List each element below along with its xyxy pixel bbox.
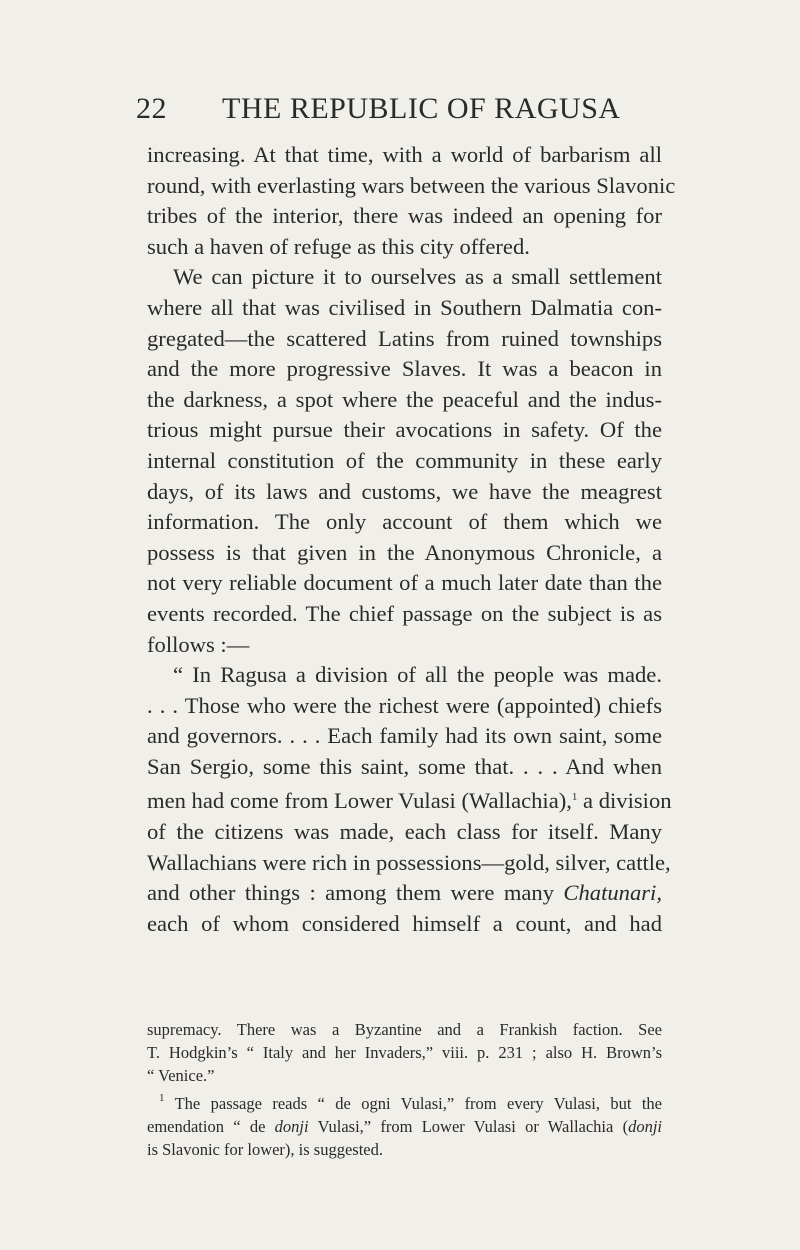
quote-line xyxy=(147,878,662,909)
page-number: 22 xyxy=(136,92,167,125)
footnote-line: “ Venice.” xyxy=(147,1066,215,1085)
running-title: THE REPUBLIC OF RAGUSA xyxy=(222,92,621,125)
footnote-line xyxy=(147,1087,662,1115)
quote-text: a division xyxy=(577,788,672,814)
footnotes xyxy=(147,1018,662,1161)
body-line: possess is that given in the Anonymous Chronicle, a xyxy=(147,539,662,565)
body-line: where all that was civilised in Southern Dalmatia con- xyxy=(147,294,662,320)
body-line: increasing. At that time, with a world of barbarism all xyxy=(147,142,662,167)
body-line: tribes of the interior, there was indeed an opening for xyxy=(147,203,662,229)
body-line: events recorded. The chief passage on the subject is as xyxy=(147,600,662,626)
quote-line: . . . Those who were the richest were (appointed) chiefs xyxy=(147,692,662,718)
footnote-number: 1 xyxy=(159,1092,165,1104)
body-line: days, of its laws and customs, we have the meagrest xyxy=(147,478,662,504)
body-line: follows :— xyxy=(147,631,250,657)
body-line: gregated—the scattered Latins from ruined townships xyxy=(147,325,662,351)
italic-term: Chatunari, xyxy=(563,880,662,906)
body-line: such a haven of refuge as this city offered. xyxy=(147,233,530,259)
footnote-line xyxy=(147,1115,662,1138)
body-line: and the more progressive Slaves. It was a beacon in xyxy=(147,356,662,382)
body-line: trious might pursue their avocations in safety. Of the xyxy=(147,417,662,443)
body-line: the darkness, a spot where the peaceful and the indus- xyxy=(147,386,662,412)
quote-line: each of whom considered himself a count, and had xyxy=(147,910,662,936)
quote-line xyxy=(147,782,672,817)
footnote-text: Vulasi,” from Lower Vulasi or Wallachia ( xyxy=(317,1117,629,1136)
quote-line: San Sergio, some this saint, some that. . . . And when xyxy=(147,753,662,779)
body-line: round, with everlasting wars between the various Slavonic xyxy=(147,172,676,198)
quote-line: of the citizens was made, each class for itself. Many xyxy=(147,819,662,845)
footnote-line: is Slavonic for lower), is suggested. xyxy=(147,1140,384,1159)
italic-term: donji xyxy=(628,1117,663,1136)
body-line: information. The only account of them which we xyxy=(147,509,662,535)
quote-text: men had come from Lower Vulasi (Wallachia), xyxy=(147,788,572,814)
footnote-line: supremacy. There was a Byzantine and a Frankish faction. See xyxy=(147,1020,662,1039)
body-line: We can picture it to ourselves as a small settlement xyxy=(173,264,662,290)
quote-line: and governors. . . . Each family had its own saint, some xyxy=(147,723,662,749)
quote-line: “ In Ragusa a division of all the people was made. xyxy=(173,662,662,688)
body-line: internal constitution of the community in these early xyxy=(147,447,662,473)
quote-line: Wallachians were rich in possessions—gold, silver, cattle, xyxy=(147,849,671,875)
italic-term: donji xyxy=(274,1117,309,1136)
footnote-reference: 1 xyxy=(571,791,578,804)
running-header xyxy=(136,92,656,126)
footnote-text: emendation “ de xyxy=(147,1117,266,1136)
body-text xyxy=(147,140,676,939)
footnote-line: T. Hodgkin’s “ Italy and her Invaders,” viii. p. 231 ; also H. Brown’s xyxy=(147,1043,662,1062)
body-line: not very reliable document of a much later date than the xyxy=(147,570,662,596)
footnote-text: The passage reads “ de ogni Vulasi,” from every Vulasi, but the xyxy=(174,1094,662,1113)
quote-text: and other things : among them were many xyxy=(147,880,555,906)
